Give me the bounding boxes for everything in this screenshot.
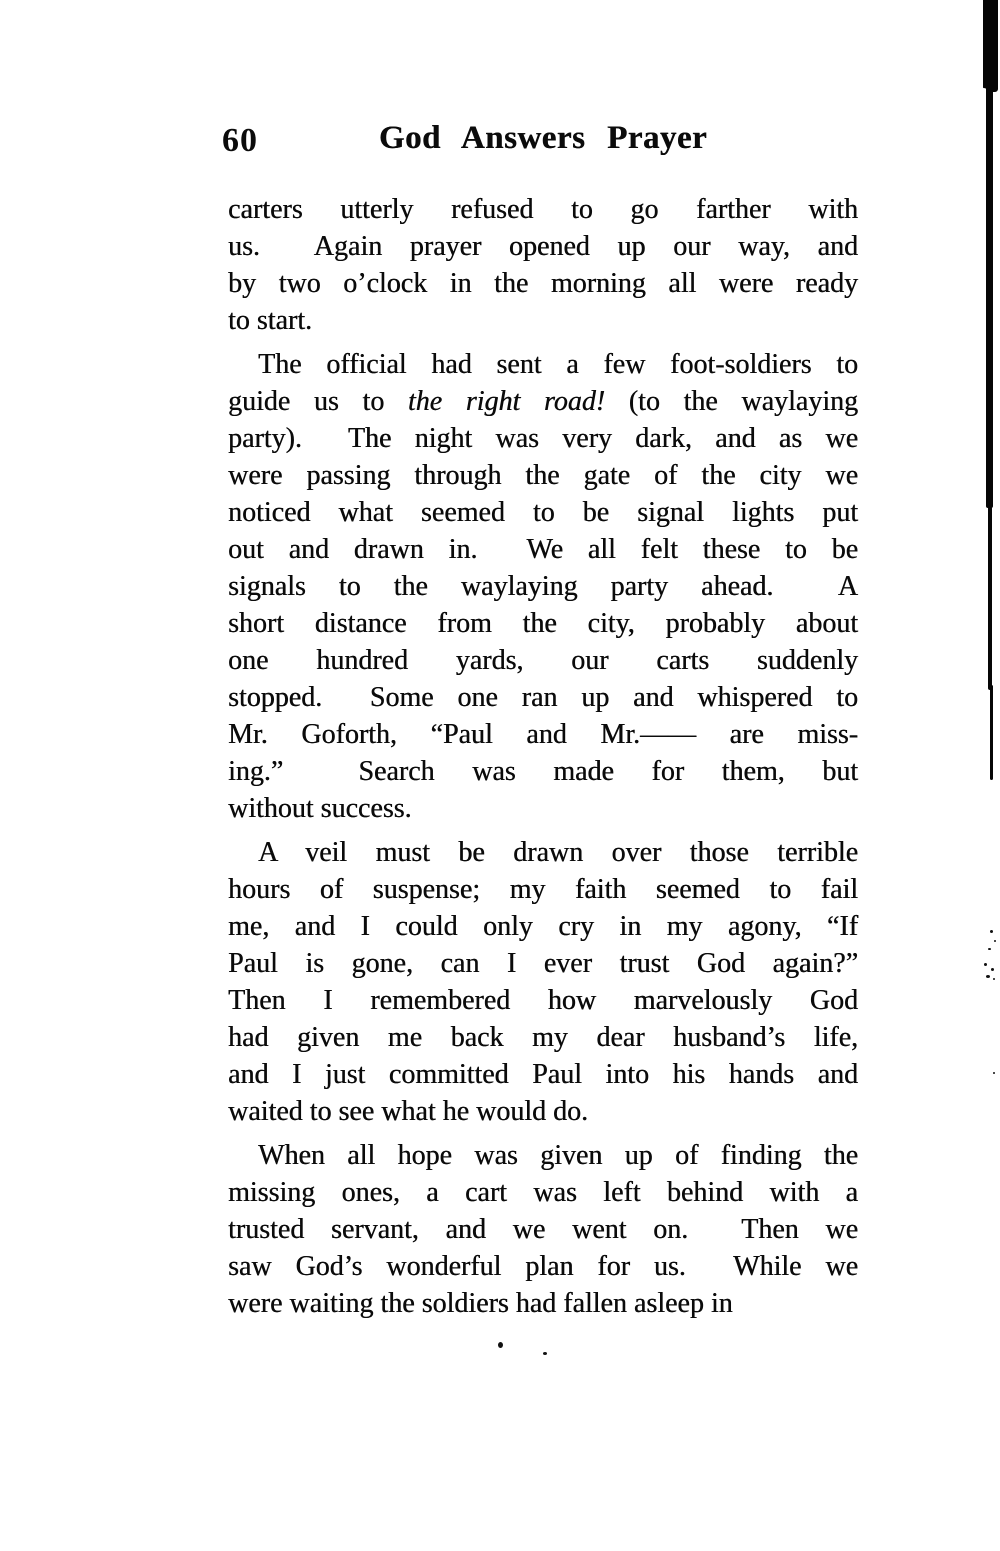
- text-line: to start.: [228, 305, 312, 336]
- ink-speck: [993, 1072, 995, 1074]
- text-line: me, and I could only cry in my agony, “If: [228, 911, 858, 942]
- ink-speck: [994, 940, 996, 942]
- binding-streak-mid: [988, 500, 992, 690]
- paragraph: [228, 346, 858, 827]
- text-line: saw God’s wonderful plan for us. While we: [228, 1251, 858, 1282]
- text-line: guide us to the right road! (to the waylaying: [228, 386, 858, 417]
- ink-speck: [543, 1352, 547, 1355]
- text-line: When all hope was given up of finding the: [258, 1140, 858, 1171]
- text-line: Paul is gone, can I ever trust God again?”: [228, 948, 858, 979]
- text-line: had given me back my dear husband’s life,: [228, 1022, 858, 1053]
- text-line: waited to see what he would do.: [228, 1096, 589, 1127]
- page-number: 60: [222, 122, 258, 159]
- text-line: stopped. Some one ran up and whispered to: [228, 682, 858, 713]
- text-line: one hundred yards, our carts suddenly: [228, 645, 858, 676]
- text-line: us. Again prayer opened up our way, and: [228, 231, 858, 262]
- ink-speck: [993, 978, 995, 980]
- ink-speck: [990, 930, 993, 933]
- ink-speck: [991, 968, 994, 971]
- text-line: were waiting the soldiers had fallen asleep in: [228, 1288, 733, 1319]
- ink-speck: [984, 963, 987, 966]
- paragraph: [228, 191, 858, 339]
- text-line: trusted servant, and we went on. Then we: [228, 1214, 858, 1245]
- text-block: [228, 191, 858, 1322]
- text-line: by two o’clock in the morning all were ready: [228, 268, 858, 299]
- text-line: short distance from the city, probably about: [228, 608, 858, 639]
- ink-speck: [988, 948, 991, 950]
- paragraph: [228, 834, 858, 1130]
- text-line: party). The night was very dark, and as we: [228, 423, 858, 454]
- text-line: missing ones, a cart was left behind with a: [228, 1177, 858, 1208]
- text-line: and I just committed Paul into his hands and: [228, 1059, 858, 1090]
- text-line: Then I remembered how marvelously God: [228, 985, 858, 1016]
- ink-speck: [986, 975, 990, 978]
- text-line: hours of suspense; my faith seemed to fail: [228, 874, 858, 905]
- text-line: carters utterly refused to go farther with: [228, 194, 858, 225]
- text-line: The official had sent a few foot-soldiers to: [258, 349, 858, 380]
- text-line: signals to the waylaying party ahead. A: [228, 571, 858, 602]
- binding-streak-main: [986, 78, 993, 508]
- running-title: God Answers Prayer: [378, 120, 708, 156]
- text-line: were passing through the gate of the city we: [228, 460, 858, 491]
- text-line: without success.: [228, 793, 412, 824]
- binding-streak-thin: [990, 685, 993, 780]
- text-line: A veil must be drawn over those terrible: [258, 837, 858, 868]
- text-line: noticed what seemed to be signal lights put: [228, 497, 858, 528]
- text-line: out and drawn in. We all felt these to be: [228, 534, 858, 565]
- text-line: ing.” Search was made for them, but: [228, 756, 858, 787]
- text-line: Mr. Goforth, “Paul and Mr.—— are miss-: [228, 719, 858, 750]
- page-header: [222, 120, 858, 166]
- ink-speck: [498, 1342, 503, 1348]
- paragraph: [228, 1137, 858, 1322]
